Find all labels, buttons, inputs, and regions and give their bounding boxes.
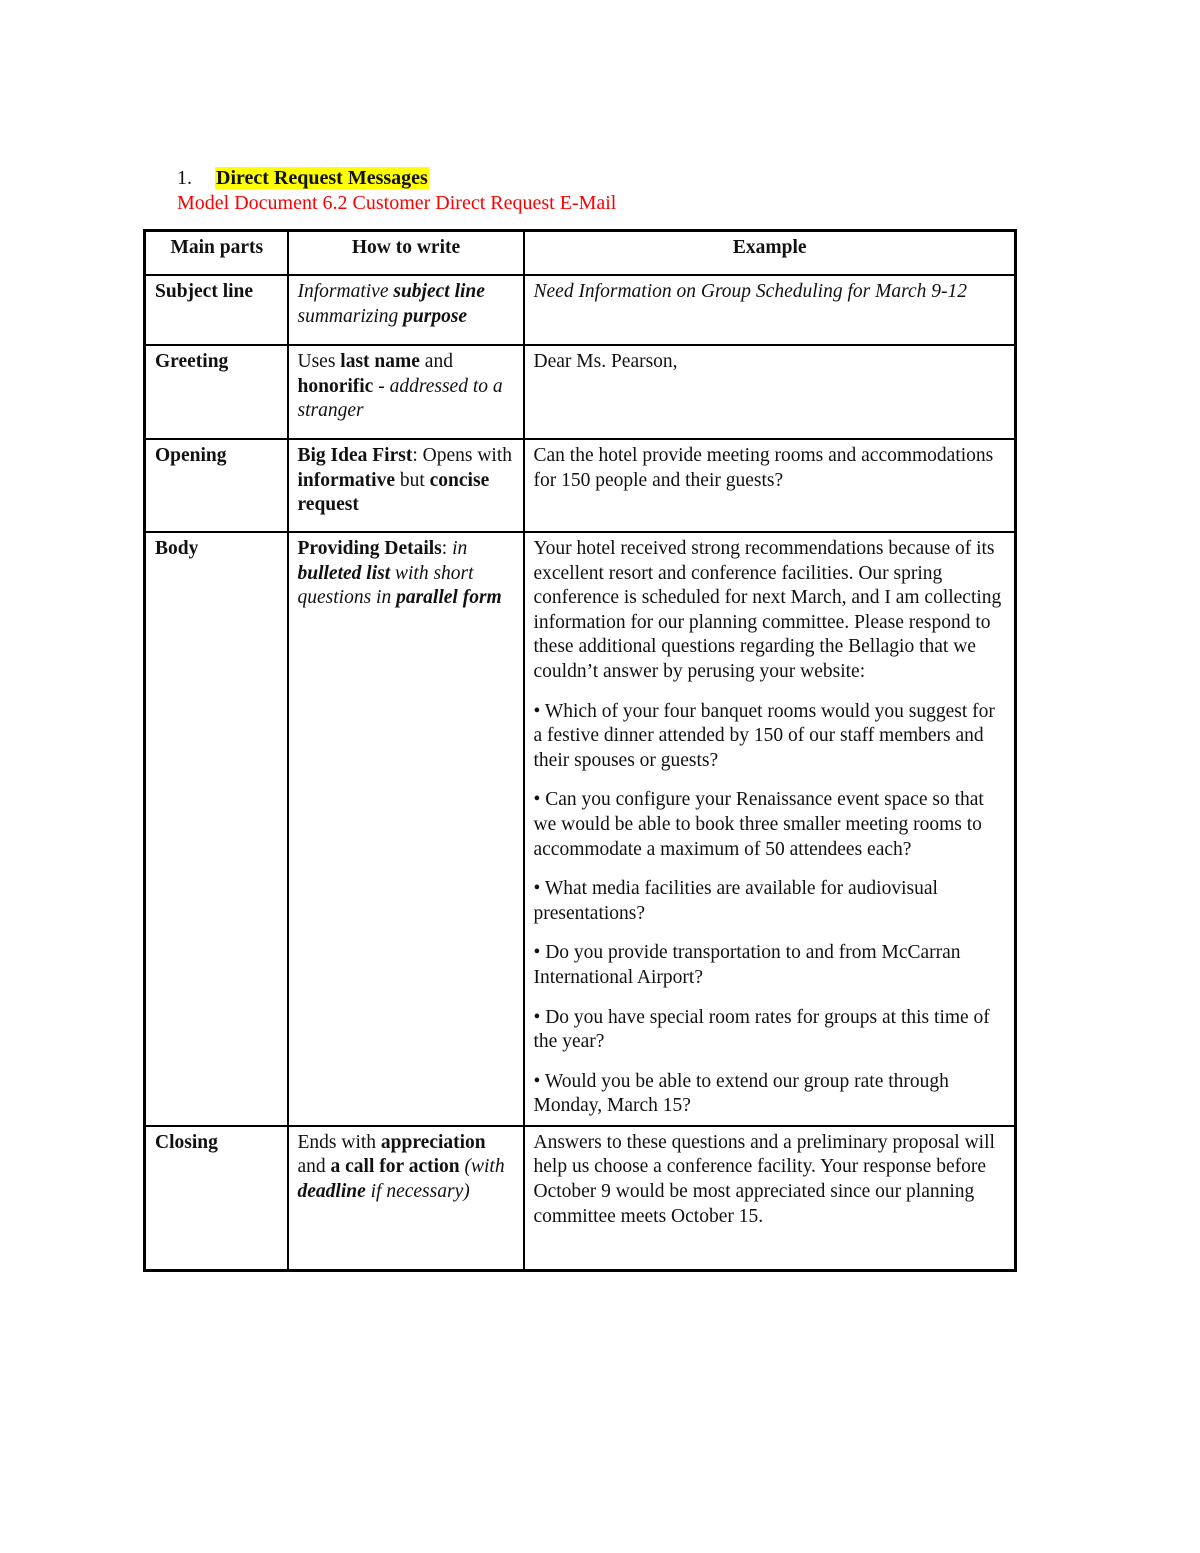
text-span: Providing Details xyxy=(297,538,442,559)
text-span: deadline xyxy=(297,1181,366,1203)
text-span: : xyxy=(441,538,453,559)
header-how-to-write: How to write xyxy=(288,231,524,276)
text-span: bulleted list xyxy=(297,562,391,584)
text-span: and xyxy=(419,351,453,372)
body-intro-paragraph: Your hotel received strong recommendations because of its excellent resort and conference facilities. Our spring conference is scheduled for next March, and I am collecting information for our planning committee. Please respond to these additional questions regarding the Bellagio that we couldn’t answer by perusing your website: xyxy=(533,538,1002,682)
body-bullet-question: • Do you provide transportation to and from McCarran International Airport? xyxy=(533,942,961,988)
text-span: (with xyxy=(459,1156,505,1178)
table-row-greeting xyxy=(145,345,1016,439)
cell-part-opening: Opening xyxy=(145,439,288,532)
text-span: subject line xyxy=(393,281,485,302)
table-row-body xyxy=(145,532,1016,1126)
text-span: Ends with xyxy=(297,1131,381,1153)
text-span: addressed to a stranger xyxy=(297,375,503,422)
text-span: purpose xyxy=(403,305,468,327)
cell-example-subject: Need Information on Group Scheduling for March 9-12 xyxy=(524,275,1016,345)
cell-how-greeting xyxy=(288,345,524,439)
body-bullet-question: • What media facilities are available for audiovisual presentations? xyxy=(533,878,938,924)
text-span: - xyxy=(373,375,390,397)
model-document-caption: Model Document 6.2 Customer Direct Request E-Mail xyxy=(177,192,617,214)
table-row-subject-line xyxy=(145,275,1016,345)
text-span: but xyxy=(394,469,430,491)
cell-part-body: Body xyxy=(145,532,288,1126)
body-bullet-question: • Would you be able to extend our group rate through Monday, March 15? xyxy=(533,1070,949,1117)
cell-how-opening xyxy=(288,439,524,532)
body-bullet-question: • Can you configure your Renaissance event space so that we would be able to book three smaller meeting rooms to accommodate a maximum of 50 attendees each? xyxy=(533,789,984,860)
text-span: last name xyxy=(340,351,420,372)
section-title: Direct Request Messages xyxy=(216,167,428,189)
text-span: Uses xyxy=(297,351,341,372)
cell-how-body xyxy=(288,532,524,1126)
header-example: Example xyxy=(524,231,1016,276)
section-heading xyxy=(177,166,429,190)
header-main-parts: Main parts xyxy=(145,231,288,276)
text-span: : Opens with xyxy=(412,445,513,466)
direct-request-table xyxy=(143,229,1017,1272)
text-span: appreciation xyxy=(380,1131,486,1153)
cell-part-greeting: Greeting xyxy=(145,345,288,439)
cell-part-closing: Closing xyxy=(145,1126,288,1271)
text-span: if necessary) xyxy=(365,1181,470,1203)
cell-how-closing xyxy=(288,1126,524,1271)
table-header-row xyxy=(145,231,1016,276)
cell-example-greeting: Dear Ms. Pearson, xyxy=(524,345,1016,439)
cell-example-opening: Can the hotel provide meeting rooms and accommodations for 150 people and their guests? xyxy=(524,439,1016,532)
body-bullet-question: • Which of your four banquet rooms would you suggest for a festive dinner attended by 150 of our staff members and their spouses or guests? xyxy=(533,700,995,771)
cell-how-subject xyxy=(288,275,524,345)
cell-example-closing: Answers to these questions and a preliminary proposal will help us choose a conference facility. Your response before October 9 would be most appreciated since our planning committee meets October 15. xyxy=(524,1126,1016,1271)
text-span: honorific xyxy=(297,375,374,397)
table-row-closing xyxy=(145,1126,1016,1271)
text-span: concise request xyxy=(297,469,490,516)
text-span: with short questions in xyxy=(297,562,474,609)
text-span: and xyxy=(297,1156,331,1178)
cell-example-body xyxy=(524,532,1016,1126)
text-span: Big Idea First xyxy=(297,445,413,466)
text-span: informative xyxy=(297,469,395,491)
text-span: in xyxy=(452,538,468,559)
text-span: Informative xyxy=(297,281,394,302)
cell-part-subject: Subject line xyxy=(145,275,288,345)
body-bullet-question: • Do you have special room rates for groups at this time of the year? xyxy=(533,1006,990,1053)
section-number: 1. xyxy=(177,167,192,189)
text-span: a call for action xyxy=(330,1156,460,1178)
text-span: parallel form xyxy=(396,587,502,609)
table-row-opening xyxy=(145,439,1016,532)
text-span: summarizing xyxy=(297,305,404,327)
